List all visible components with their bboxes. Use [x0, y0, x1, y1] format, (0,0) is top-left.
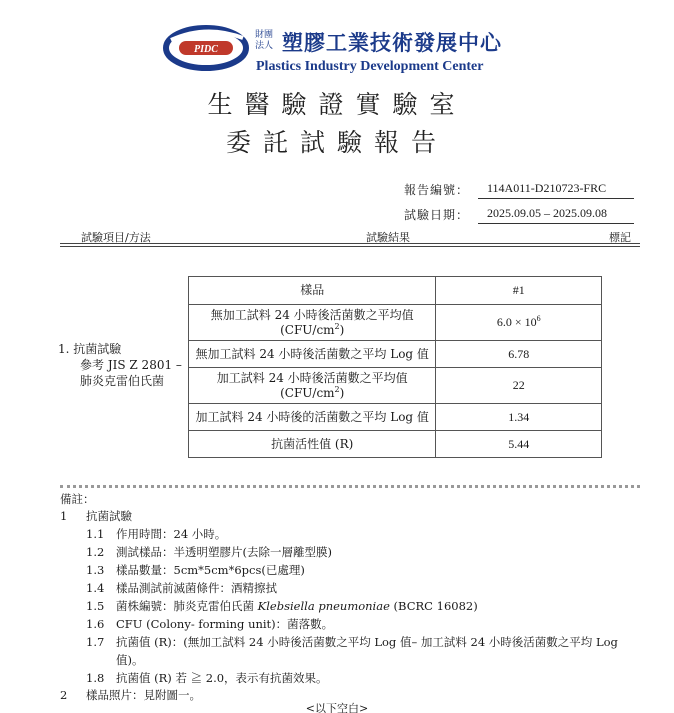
row-label-unit-exp: 2: [334, 384, 340, 394]
row-value: 6.78: [436, 341, 602, 368]
header-cell-sample-id: #1: [436, 277, 602, 305]
table-row: [189, 404, 602, 431]
column-remark: 標記: [609, 231, 631, 244]
note-section-number: 1: [60, 509, 68, 523]
note-text: [116, 599, 478, 614]
pidc-logo: [163, 22, 249, 72]
row-label-unit-close: ): [339, 385, 345, 400]
row-value-exp: 6: [536, 314, 541, 323]
note-text: CFU (Colony- forming unit)：菌落數。: [116, 617, 334, 631]
report-number-label: 報告編號：: [404, 183, 470, 197]
table-row: [189, 368, 602, 404]
results-table: [188, 276, 602, 458]
column-result: 試驗結果: [366, 231, 410, 244]
row-value: 22: [436, 368, 602, 404]
org-name-en: Plastics Industry Development Center: [256, 59, 484, 74]
note-text: 樣品數量：5cm*5cm*6pcs(已處理): [116, 563, 305, 577]
row-value: [436, 305, 602, 341]
note-text: 作用時間：24 小時。: [116, 527, 227, 541]
logo-text: PIDC: [194, 44, 218, 55]
document-title: 委託試驗報告: [225, 128, 448, 157]
item-title: 1. 抗菌試驗: [58, 342, 122, 356]
row-label-unit: (CFU/cm: [280, 322, 335, 337]
row-label: 加工試料 24 小時後的活菌數之平均 Log 值: [189, 404, 436, 431]
notes-title: 備註：: [60, 492, 95, 506]
row-value-base: 6.0 × 10: [496, 315, 537, 329]
note-text: 抗菌值 (R) 若 ≧ 2.0，表示有抗菌效果。: [116, 671, 328, 685]
row-label: 抗菌活性值 (R): [189, 431, 436, 458]
note-sample-photo: 樣品照片：見附圖一。: [86, 688, 201, 702]
header-divider: [60, 243, 640, 247]
note-number: 1.6: [86, 617, 105, 631]
note-number: 1.8: [86, 671, 105, 685]
notes-divider: [60, 485, 640, 488]
report-number-underline: [478, 198, 634, 199]
note-number: 1.3: [86, 563, 105, 577]
row-label: [189, 368, 436, 404]
note-number: 1.2: [86, 545, 105, 559]
table-row: [189, 341, 602, 368]
note-text: 測試樣品：半透明塑膠片(去除一層離型膜): [116, 545, 332, 559]
note-text-post: (BCRC 16082): [389, 599, 478, 613]
report-number-value: 114A011-D210723-FRC: [487, 181, 607, 195]
end-of-content-mark: <以下空白>: [305, 702, 369, 713]
note-section-title: 抗菌試驗: [86, 509, 132, 523]
row-label-unit-exp: 2: [334, 321, 340, 331]
row-label: 無加工試料 24 小時後活菌數之平均 Log 值: [189, 341, 436, 368]
note-number: 1.5: [86, 599, 105, 613]
test-date-value: 2025.09.05 – 2025.09.08: [487, 206, 607, 220]
note-number: 1.1: [86, 527, 105, 541]
test-date-label: 試驗日期：: [404, 208, 470, 222]
row-label: [189, 305, 436, 341]
header-cell-sample: 樣品: [189, 277, 436, 305]
table-row: [189, 277, 602, 305]
test-date-underline: [478, 223, 634, 224]
item-strain: 肺炎克雷伯氏菌: [80, 374, 165, 388]
row-value: 5.44: [436, 431, 602, 458]
note-number: 1.7: [86, 635, 105, 649]
column-item-method: 試驗項目/方法: [81, 231, 151, 244]
note-section-number: 2: [60, 688, 68, 702]
table-row: [189, 305, 602, 341]
row-label-unit-close: ): [339, 322, 345, 337]
row-label-text: 無加工試料 24 小時後活菌數之平均值: [210, 307, 414, 322]
org-type-label: 財團法人: [255, 30, 274, 51]
org-name-zh: 塑膠工業技術發展中心: [282, 31, 502, 55]
row-label-unit: (CFU/cm: [280, 385, 335, 400]
item-method: 參考 JIS Z 2801 –: [80, 358, 182, 372]
note-text: 抗菌值 (R)：(無加工試料 24 小時後活菌數之平均 Log 值– 加工試料 24 小時後活菌數之平均 Log 值)。: [116, 635, 618, 667]
note-number: 1.4: [86, 581, 105, 595]
table-row: [189, 431, 602, 458]
note-text: 樣品測試前滅菌條件：酒精擦拭: [116, 581, 277, 595]
note-text-species: Klebsiella pneumoniae: [257, 599, 390, 613]
note-text-pre: 菌株編號：肺炎克雷伯氏菌: [116, 599, 258, 613]
row-label-text: 加工試料 24 小時後活菌數之平均值: [216, 370, 408, 385]
row-value: 1.34: [436, 404, 602, 431]
lab-title: 生醫驗證實驗室: [207, 90, 467, 119]
